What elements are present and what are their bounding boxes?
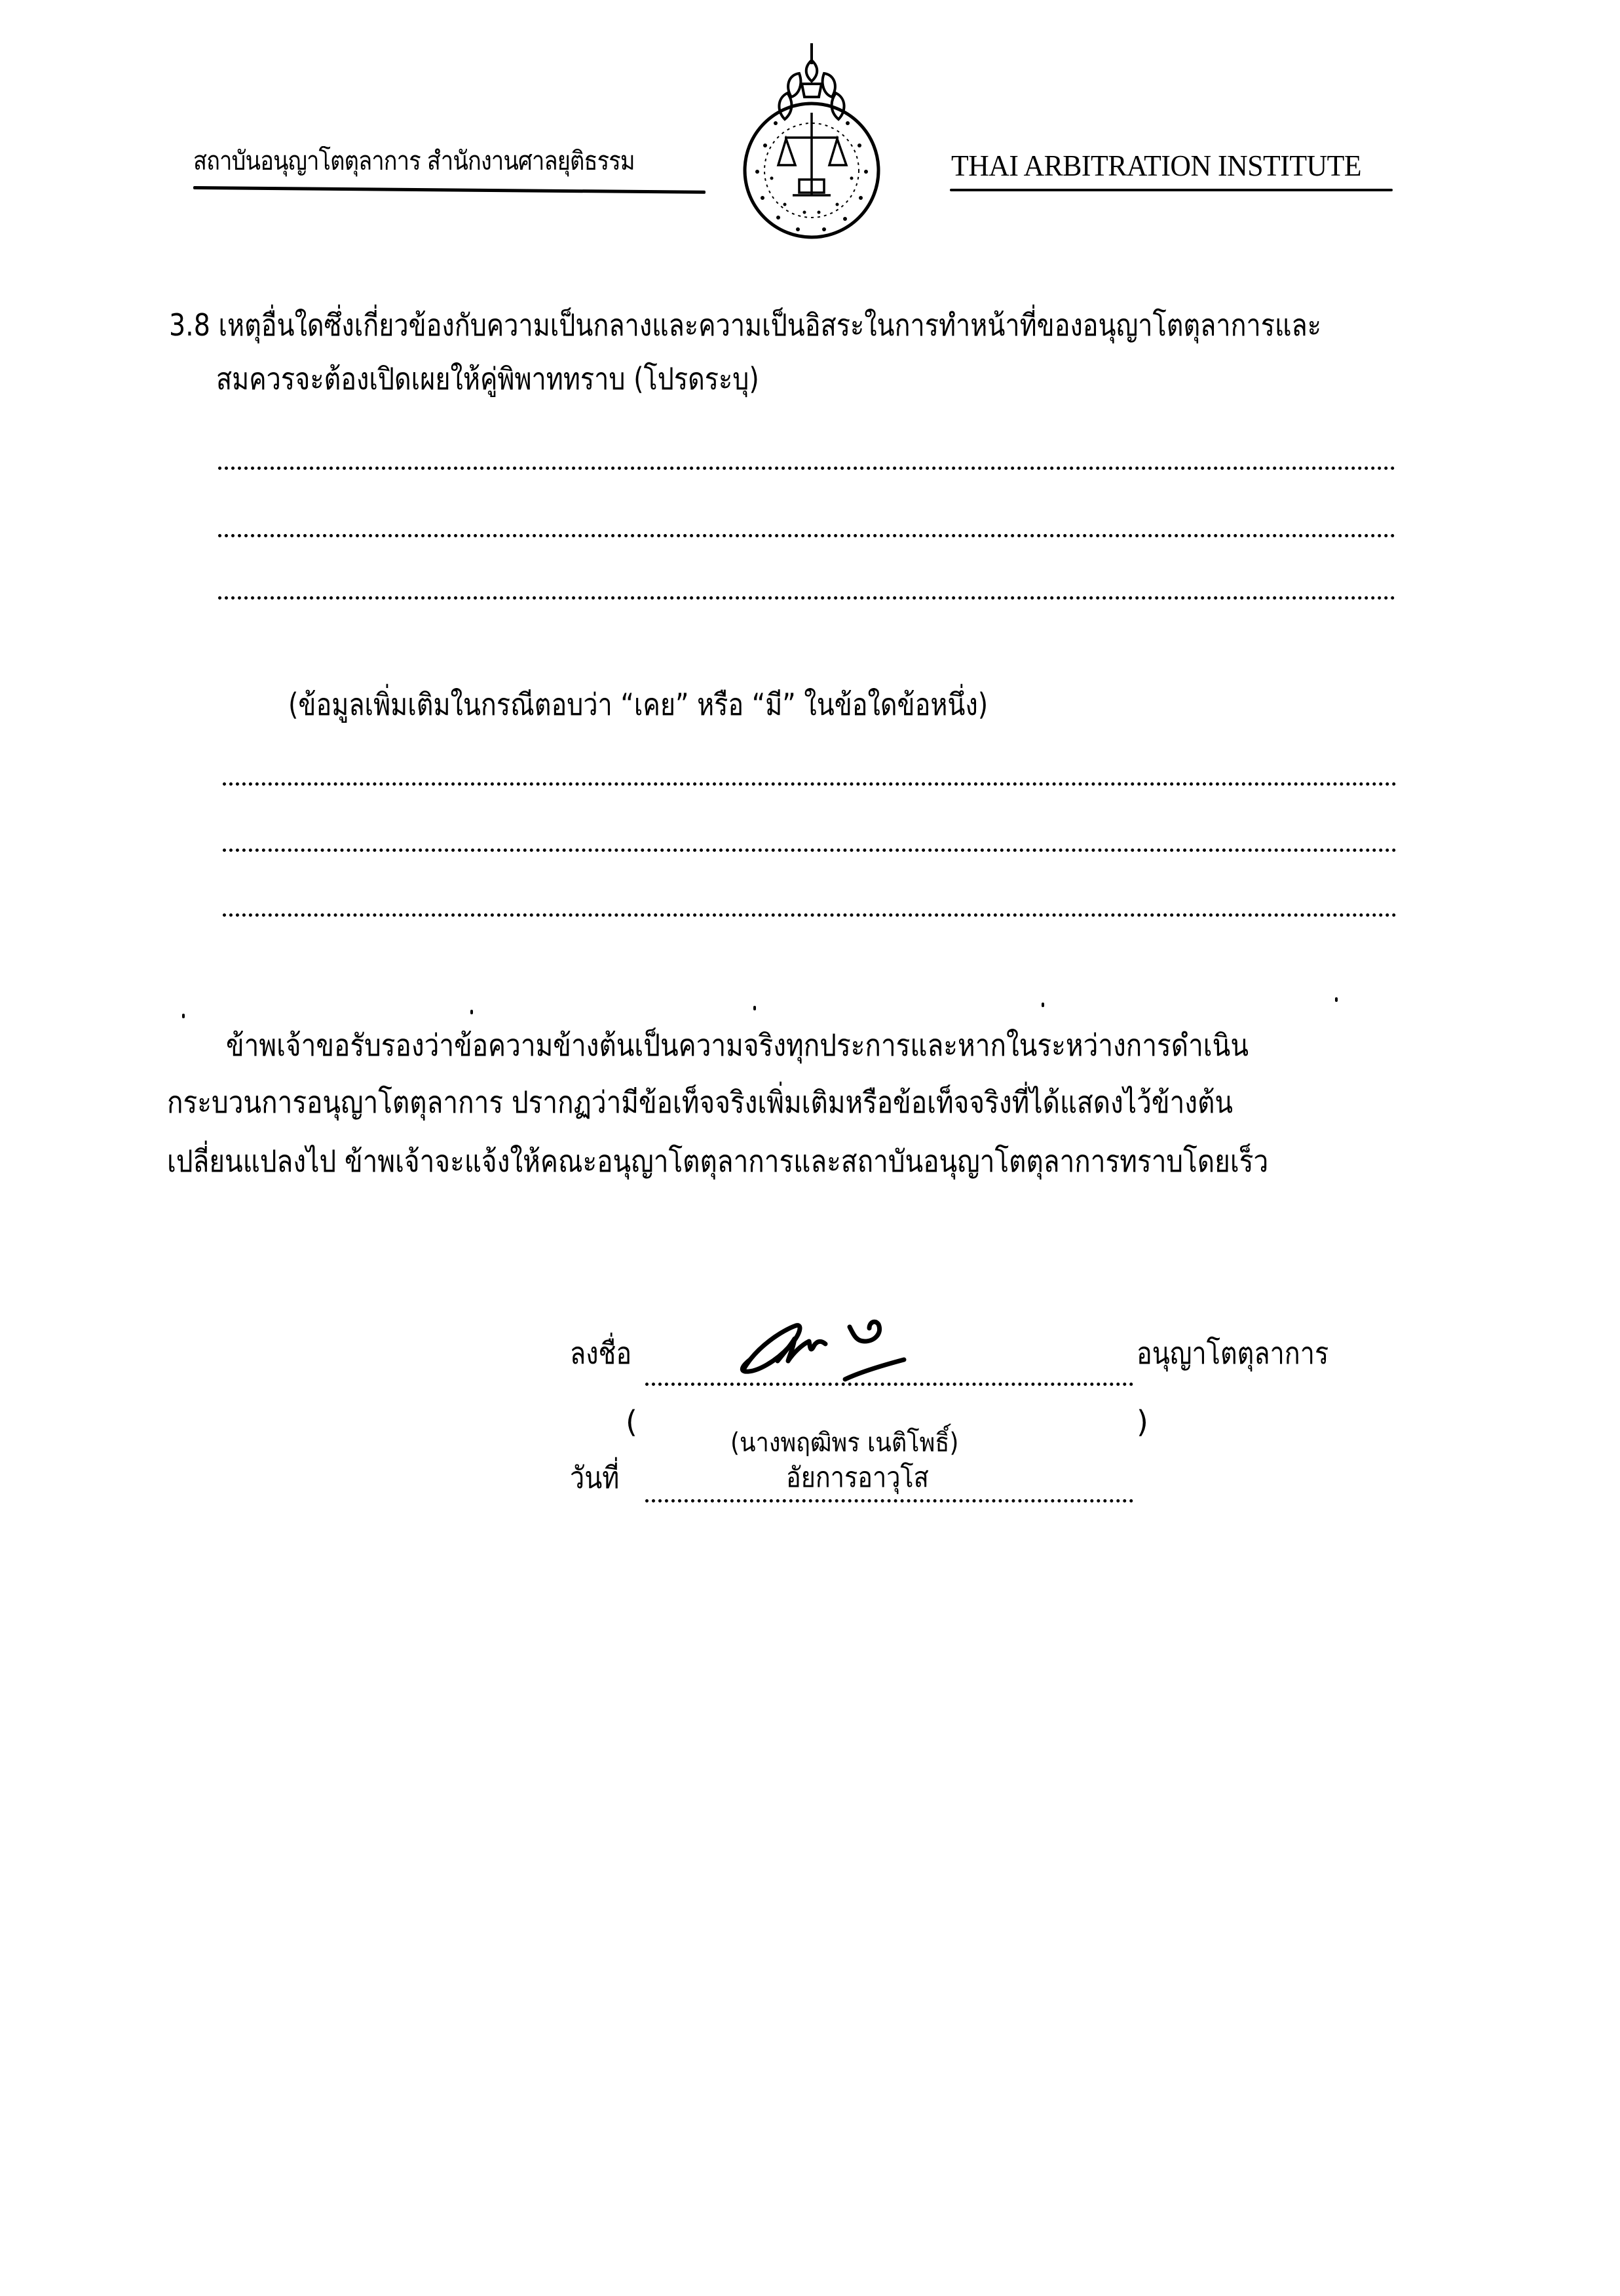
header-org-english: THAI ARBITRATION INSTITUTE	[951, 149, 1362, 182]
court-of-justice-emblem-icon	[739, 41, 890, 244]
question-3-8-text-line2: สมควรจะต้องเปิดเผยให้คู่พิพาททราบ (โปรดระบุ)	[216, 361, 759, 396]
scan-artifact	[753, 1006, 756, 1010]
date-label: วันที่	[570, 1460, 620, 1495]
question-answer-line-1[interactable]	[218, 467, 1395, 470]
header-left-underline	[193, 186, 706, 194]
scan-artifact	[1042, 1003, 1044, 1007]
name-paren-close: )	[1137, 1404, 1148, 1440]
certification-line3: เปลี่ยนแปลงไป ข้าพเจ้าจะแจ้งให้คณะอนุญาโตตุลาการและสถาบันอนุญาโตตุลาการทราบโดยเร็ว	[167, 1143, 1269, 1179]
scan-artifact	[470, 1010, 473, 1014]
additional-info-line-1[interactable]	[223, 782, 1397, 786]
additional-info-label: (ข้อมูลเพิ่มเติมในกรณีตอบว่า “เคย” หรือ “มี” ในข้อใดข้อหนึ่ง)	[288, 687, 989, 722]
certification-line2: กระบวนการอนุญาโตตุลาการ ปรากฏว่ามีข้อเท็จจริงเพิ่มเติมหรือข้อเท็จจริงที่ได้แสดงไว้ข้างต้น	[167, 1084, 1234, 1120]
scan-artifact	[1335, 997, 1338, 1002]
question-3-8-text-line1: 3.8 เหตุอื่นใดซึ่งเกี่ยวข้องกับความเป็นกลางและความเป็นอิสระในการทำหน้าที่ของอนุญาโตตุลาการและ	[169, 307, 1322, 343]
additional-info-line-2[interactable]	[223, 849, 1397, 852]
additional-info-line-3[interactable]	[223, 913, 1397, 917]
question-answer-line-3[interactable]	[218, 596, 1395, 600]
scan-artifact	[182, 1014, 185, 1018]
header-org-thai: สถาบันอนุญาโตตุลาการ สำนักงานศาลยุติธรรม	[193, 146, 635, 176]
header-right-underline	[950, 189, 1393, 191]
signature-line[interactable]	[645, 1383, 1133, 1386]
handwritten-signature	[730, 1307, 927, 1392]
date-line[interactable]	[645, 1499, 1133, 1502]
question-answer-line-2[interactable]	[218, 534, 1395, 537]
signer-title: อัยการอาวุโส	[786, 1461, 929, 1493]
sign-label: ลงชื่อ	[570, 1335, 632, 1371]
signer-name: (นางพฤฒิพร เนติโพธิ์)	[730, 1428, 959, 1458]
signer-role: อนุญาโตตุลาการ	[1137, 1335, 1329, 1371]
name-paren-open: (	[626, 1404, 637, 1440]
certification-line1: ข้าพเจ้าขอรับรองว่าข้อความข้างต้นเป็นความจริงทุกประการและหากในระหว่างการดำเนิน	[226, 1027, 1249, 1063]
